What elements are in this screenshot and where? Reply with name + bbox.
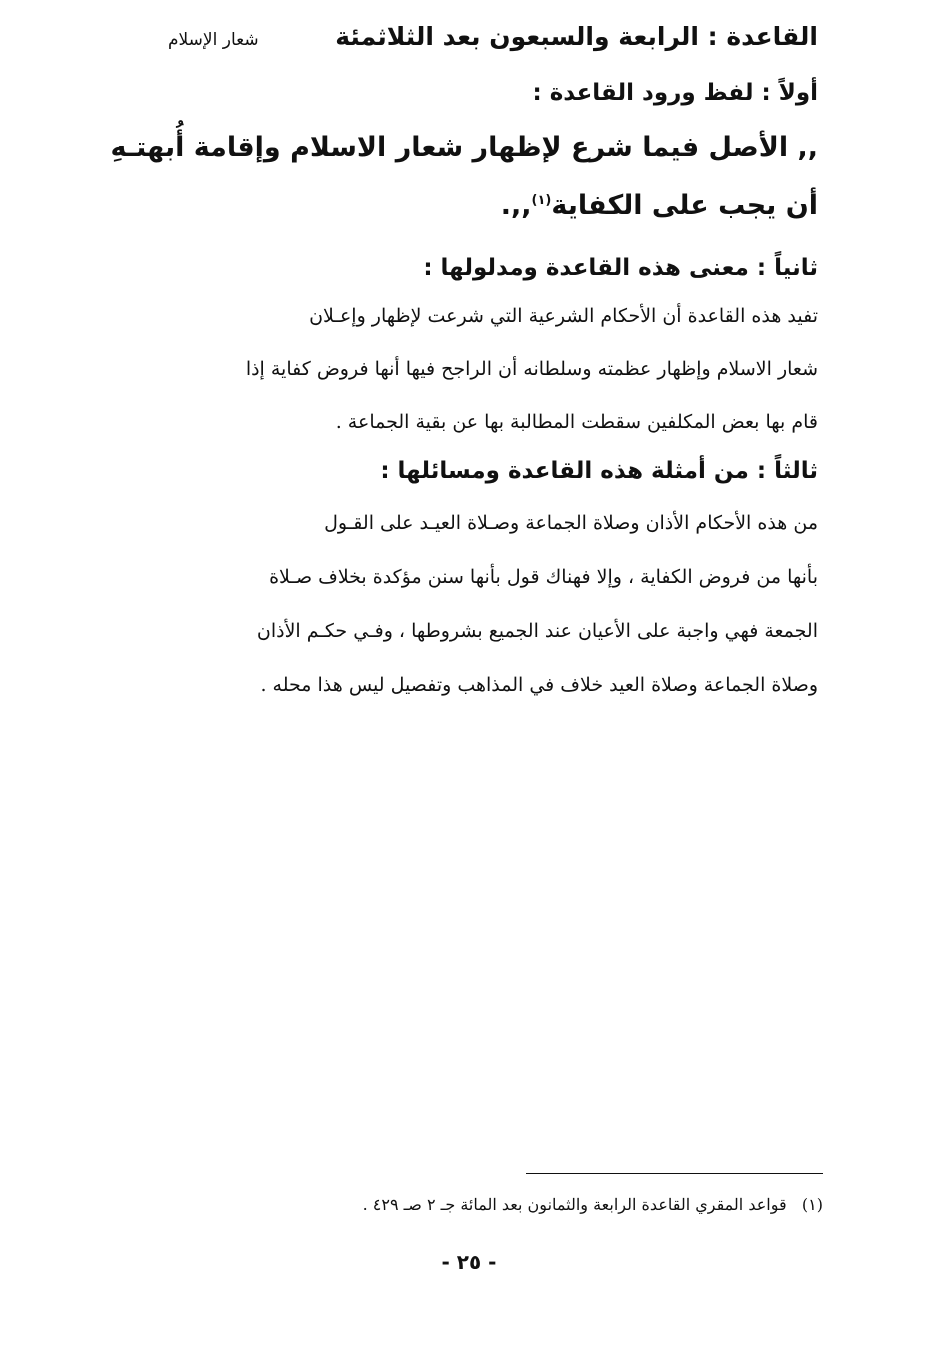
rule-quote-end: ,,. [500, 190, 532, 221]
examples-line-1: من هذه الأحكام الأذان وصلاة الجماعة وصـلاة العيـد على القـول [324, 512, 818, 534]
footnote-text: قواعد المقري القاعدة الرابعة والثمانون بعد المائة جـ ٢ صـ ٤٢٩ . [362, 1195, 787, 1214]
rule-quote-line-2 [118, 190, 818, 221]
section-heading-meaning: ثانياً : معنى هذه القاعدة ومدلولها : [423, 255, 818, 281]
footnote-reference[interactable]: (١) [531, 193, 552, 208]
rule-quote-line-1: ,, الأصل فيما شرع لإظهار شعار الاسلام وإقامة أُبهتـهِ [110, 132, 818, 163]
page-number: - ٢٥ - [441, 1250, 497, 1274]
examples-line-2: بأنها من فروض الكفاية ، وإلا فهناك قول بأنها سنن مؤكدة بخلاف صـلاة [269, 566, 818, 588]
meaning-line-1: تفيد هذه القاعدة أن الأحكام الشرعية التي شرعت لإظهار وإعـلان [309, 305, 818, 327]
rule-quote-text: أن يجب على الكفاية [551, 190, 818, 221]
meaning-line-3: قام بها بعض المكلفين سقطت المطالبة بها عن بقية الجماعة . [335, 411, 818, 433]
page-header [118, 22, 818, 62]
footnote [203, 1195, 823, 1214]
rule-title: القاعدة : الرابعة والسبعون بعد الثلاثمئة [335, 22, 818, 51]
footnote-marker: (١) [801, 1195, 823, 1214]
examples-line-3: الجمعة فهي واجبة على الأعيان عند الجميع بشروطها ، وفـي حكـم الأذان [256, 620, 818, 642]
meaning-line-2: شعار الاسلام وإظهار عظمته وسلطانه أن الراجح فيها أنها فروض كفاية إذا [245, 358, 818, 380]
examples-line-4: وصلاة الجماعة وصلاة العيد خلاف في المذاهب وتفصيل ليس هذا محله . [260, 674, 818, 696]
rule-topic: شعار الإسلام [168, 30, 259, 50]
section-heading-wording: أولاً : لفظ ورود القاعدة : [532, 80, 818, 106]
section-heading-examples: ثالثاً : من أمثلة هذه القاعدة ومسائلها : [380, 458, 818, 484]
footnote-divider [526, 1173, 823, 1174]
